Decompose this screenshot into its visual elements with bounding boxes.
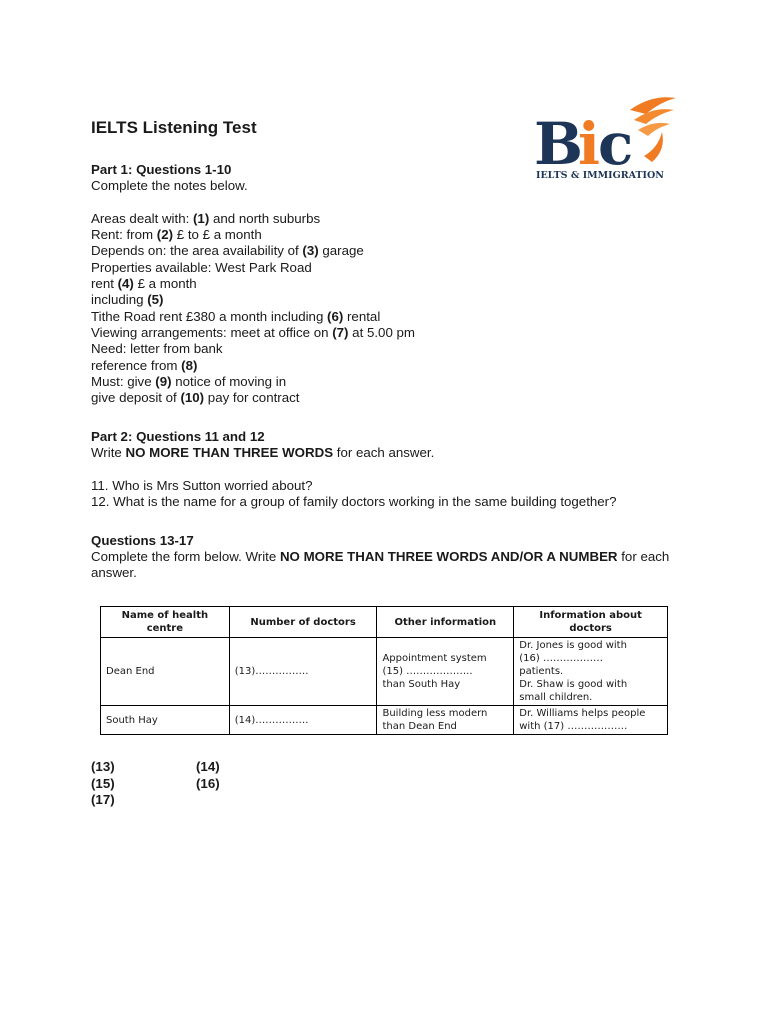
answer-label: (16)	[196, 775, 220, 791]
column-header: Other information	[377, 607, 514, 638]
notes-list	[91, 211, 691, 407]
q13-17-instruction: Complete the form below. Write NO MORE THAN THREE WORDS AND/OR A NUMBER for each answer.	[91, 548, 670, 581]
answer-label: (17)	[91, 792, 115, 807]
note-line: Tithe Road rent £380 a month including (6) rental	[91, 308, 381, 324]
table-cell: Dr. Williams helps people with (17) ………………	[514, 706, 668, 735]
note-line: Viewing arrangements: meet at office on (7) at 5.00 pm	[91, 324, 416, 340]
part1-heading: Part 1: Questions 1-10	[91, 162, 232, 177]
part1-instruction: Complete the notes below.	[91, 178, 248, 194]
note-line: Rent: from (2) £ to £ a month	[91, 227, 262, 243]
table-header-row	[101, 607, 668, 638]
table-cell: Dr. Jones is good with (16) ……………… patients. Dr. Shaw is good with small children.	[514, 638, 668, 706]
health-centre-table	[100, 606, 668, 735]
column-header: Number of doctors	[229, 607, 377, 638]
note-line: Depends on: the area availability of (3) garage	[91, 243, 364, 259]
note-line: rent (4) £ a month	[91, 276, 197, 292]
question-12: 12. What is the name for a group of family doctors working in the same building together?	[91, 493, 617, 509]
q13-17-heading: Questions 13-17	[91, 532, 194, 548]
page-title: IELTS Listening Test	[91, 118, 257, 137]
answer-label: (14)	[196, 759, 220, 774]
document-body	[91, 162, 691, 581]
answer-labels	[91, 759, 220, 809]
svg-text:B: B	[534, 110, 584, 178]
answer-label: (13)	[91, 759, 115, 774]
column-header: Name of health centre	[101, 607, 230, 638]
question-11: 11. Who is Mrs Sutton worried about?	[91, 477, 313, 493]
part2-instruction: Write NO MORE THAN THREE WORDS for each answer.	[91, 445, 435, 461]
note-line: Properties available: West Park Road	[91, 259, 312, 275]
table-cell: Dean End	[101, 638, 230, 706]
note-line: reference from (8)	[91, 357, 198, 373]
table-row	[101, 638, 668, 706]
svg-text:c: c	[598, 110, 634, 178]
note-line: Must: give (9) notice of moving in	[91, 373, 287, 389]
svg-text:IELTS & IMMIGRATION: IELTS & IMMIGRATION	[536, 170, 664, 181]
table-row	[101, 706, 668, 735]
answer-label: (15)	[91, 775, 115, 791]
column-header: Information about doctors	[514, 607, 668, 638]
table-cell: (13)…………….	[229, 638, 377, 706]
logo-swoosh-icon	[630, 97, 676, 162]
table-cell: (14)…………….	[229, 706, 377, 735]
note-line: give deposit of (10) pay for contract	[91, 390, 300, 406]
part2-heading: Part 2: Questions 11 and 12	[91, 428, 265, 444]
note-line: Need: letter from bank	[91, 341, 223, 357]
table-cell: Building less modern than Dean End	[377, 706, 514, 735]
svg-text:i: i	[578, 110, 601, 178]
note-line: including (5)	[91, 292, 164, 308]
table-cell: South Hay	[101, 706, 230, 735]
note-line: Areas dealt with: (1) and north suburbs	[91, 210, 321, 226]
table-cell: Appointment system (15) ……………….. than South Hay	[377, 638, 514, 706]
